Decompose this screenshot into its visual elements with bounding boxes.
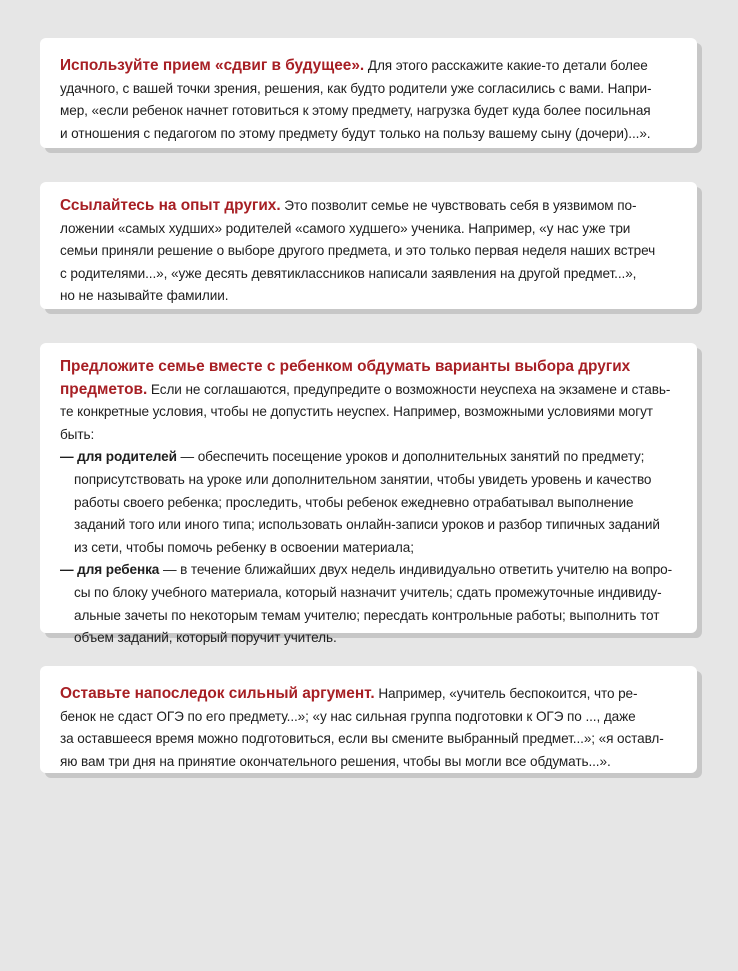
list-dash: — [60, 449, 78, 465]
text-line: удачного, с вашей точки зрения, решения, как будто родители уже согласились с вами. Напри- [60, 80, 652, 96]
text-line: из сети, чтобы помочь ребенку в освоении материала; [74, 539, 414, 555]
tip-text: Для этого расскажите какие-то детали более [364, 58, 648, 73]
list-item-first-line [60, 446, 677, 469]
text-line: заданий того или иного типа; использовать онлайн-записи уроков и разбор типичных заданий [74, 517, 660, 533]
text-line: за оставшееся время можно подготовиться, если вы смените выбранный предмет...»; «я оставл- [60, 731, 664, 747]
text-line: яю вам три дня на принятие окончательного решения, чтобы вы могли все обдумать...». [60, 753, 611, 769]
list-item-text: — в течение ближайших двух недель индивидуально ответить учителю на вопро- [159, 562, 673, 578]
role-label: для ребенка [77, 562, 160, 578]
tip-heading-continued: предметов. [60, 380, 148, 398]
text-line: ложении «самых худших» родителей «самого худшего» ученика. Например, «у нас уже три [60, 220, 631, 236]
role-label: для родителей [77, 449, 177, 465]
text-line: бенок не сдаст ОГЭ по его предмету...»; «у нас сильная группа подготовки к ОГЭ по ..., даже [60, 708, 636, 724]
tip-paragraph [60, 195, 677, 308]
tip-heading: Предложите семье вместе с ребенком обдумать варианты выбора других [60, 358, 631, 375]
tip-heading: Ссылайтесь на опыт других. [60, 197, 281, 214]
tip-heading: Используйте прием «сдвиг в будущее». [60, 57, 365, 74]
tip-text: Если не соглашаются, предупредите о возможности неуспеха на экзамене и ставь- [147, 381, 671, 397]
tip-paragraph [60, 683, 677, 773]
text-line [60, 55, 677, 78]
text-line: сы по блоку учебного материала, который назначит учитель; сдать промежуточные индивиду- [74, 584, 662, 600]
tip-text: Например, «учитель беспокоится, что ре- [374, 686, 638, 701]
list-item-text: — обеспечить посещение уроков и дополнительных занятий по предмету; [176, 449, 645, 465]
text-line: те конкретные условия, чтобы не допустить неуспех. Например, возможными условиями могут [60, 404, 653, 420]
text-line: но не называйте фамилии. [60, 288, 229, 304]
text-line: и отношения с педагогом по этому предмету будут только на пользу вашему сыну (дочери)...». [60, 125, 651, 141]
tip-card-others-experience [40, 182, 697, 309]
text-line [60, 379, 677, 402]
text-line [60, 683, 677, 706]
list-item-first-line [60, 559, 677, 582]
tip-paragraph [60, 356, 677, 446]
text-line: объем заданий, который поручит учитель. [74, 630, 337, 646]
tip-card-future-shift [40, 38, 697, 148]
text-line [60, 195, 677, 218]
list-dash: — [60, 562, 78, 578]
text-line: с родителями...», «уже десять девятиклассников написали заявления на другой предмет...», [60, 265, 637, 281]
list-item-child [60, 559, 677, 649]
tip-paragraph [60, 55, 677, 145]
tip-card-strong-argument [40, 666, 697, 773]
text-line: альные зачеты по некоторым темам учителю; пересдать контрольные работы; выполнить тот [74, 607, 660, 623]
tip-text: Это позволит семье не чувствовать себя в уязвимом по- [280, 198, 637, 213]
list-item-parents [60, 446, 677, 559]
tip-card-other-subjects [40, 343, 697, 646]
text-line: работы своего ребенка; проследить, чтобы ребенок ежедневно отрабатывал выполнение [74, 494, 634, 510]
text-line: мер, «если ребенок начнет готовиться к этому предмету, нагрузка будет куда более посильная [60, 103, 651, 119]
text-line: поприсутствовать на уроке или дополнительном занятии, чтобы увидеть уровень и качество [74, 471, 652, 487]
text-line: быть: [60, 426, 95, 442]
tip-heading: Оставьте напоследок сильный аргумент. [60, 685, 375, 702]
text-line: семьи приняли решение о выборе другого предмета, и это только первая неделя наших встреч [60, 243, 656, 259]
